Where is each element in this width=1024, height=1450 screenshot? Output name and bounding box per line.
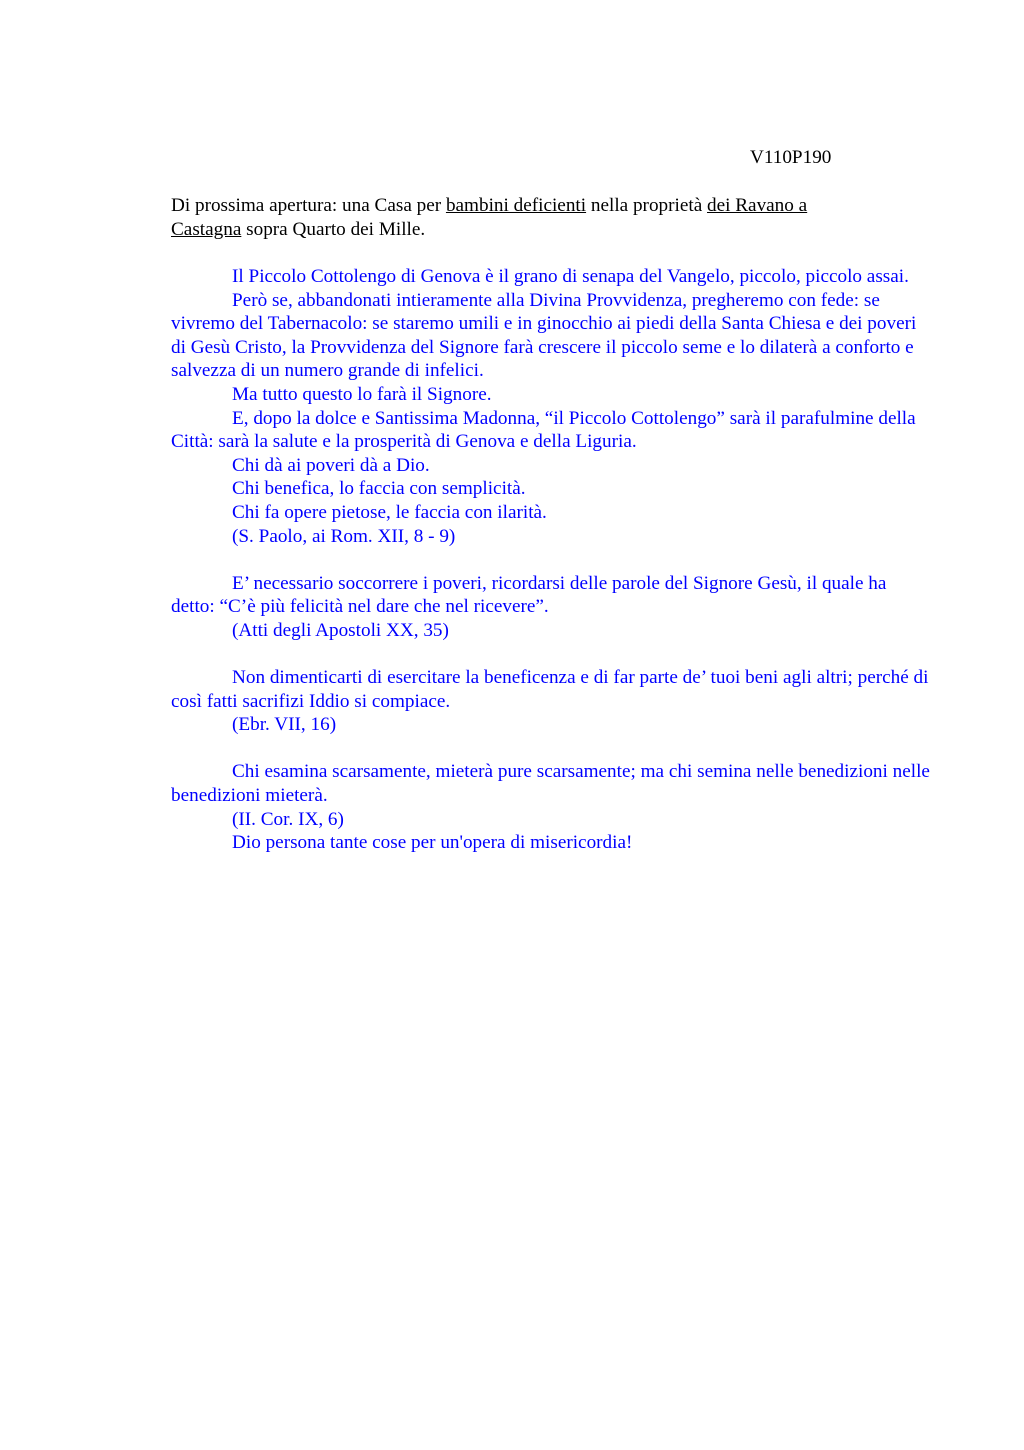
intro-underline-bambini: bambini deficienti	[445, 195, 587, 216]
citation: (S. Paolo, ai Rom. XII, 8 - 9)	[232, 525, 456, 547]
page-code: V110P190	[750, 147, 832, 168]
intro-underline-ravano: dei Ravano a Castagna	[171, 195, 808, 240]
intro-text: sopra Quarto dei Mille.	[241, 218, 426, 240]
spacer	[171, 737, 931, 761]
paragraph: Chi esamina scarsamente, mieterà pure scarsamente; ma chi semina nelle benedizioni nelle benedizioni mieterà.	[171, 761, 930, 807]
paragraph: Non dimenticarti di esercitare la beneficenza e di far parte de’ tuoi beni agli altri; perché di così fatti sacrifizi Iddio si compiace.	[171, 667, 929, 712]
intro-text: Di prossima apertura: una Casa per	[171, 195, 446, 216]
paragraph: E, dopo la dolce e Santissima Madonna, “il Piccolo Cottolengo” sarà il parafulmine della Città: sarà la salute e la prosperità di Genova e della Liguria.	[171, 407, 916, 453]
spacer	[171, 643, 931, 667]
citation: (Atti degli Apostoli XX, 35)	[232, 619, 449, 641]
paragraph: Chi benefica, lo faccia con semplicità.	[232, 478, 526, 500]
paragraph: Però se, abbandonati intieramente alla Divina Provvidenza, pregheremo con fede: se vivremo del Tabernacolo: se staremo umili e in ginocchio ai piedi della Santa Chiesa e dei poveri di Gesù Cristo, la Provvidenza del Signore farà crescere il piccolo seme e lo dilaterà a conforto e salvezza di un numero grande di infelici.	[171, 289, 917, 382]
intro-text: nella proprietà	[586, 195, 708, 216]
paragraph: Ma tutto questo lo farà il Signore.	[232, 383, 492, 405]
citation: (Ebr. VII, 16)	[232, 714, 337, 736]
paragraph: Il Piccolo Cottolengo di Genova è il grano di senapa del Vangelo, piccolo, piccolo assai.	[232, 266, 909, 287]
intro-paragraph	[171, 194, 861, 241]
spacer	[171, 548, 931, 572]
paragraph: Chi fa opere pietose, le faccia con ilarità.	[232, 501, 547, 523]
citation: (II. Cor. IX, 6)	[232, 808, 344, 830]
paragraph: E’ necessario soccorrere i poveri, ricordarsi delle parole del Signore Gesù, il quale ha detto: “C’è più felicità nel dare che nel ricevere”.	[171, 572, 887, 618]
paragraph: Chi dà ai poveri dà a Dio.	[232, 454, 430, 476]
body-text	[171, 265, 931, 855]
paragraph: Dio persona tante cose per un'opera di misericordia!	[232, 832, 633, 854]
